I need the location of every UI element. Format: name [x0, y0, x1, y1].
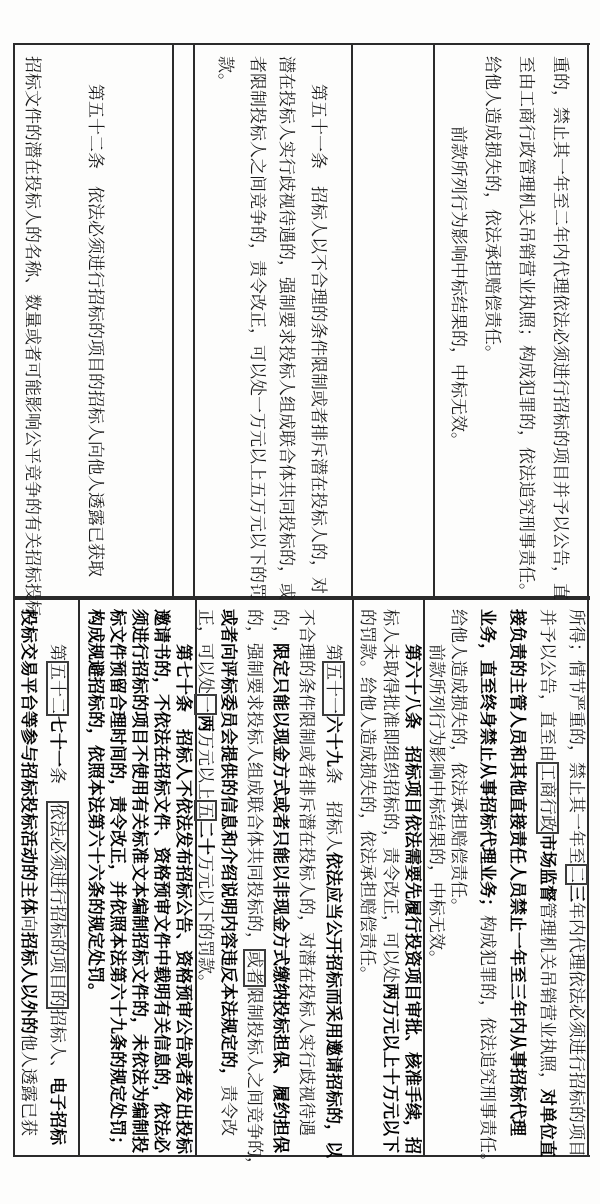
inserted-text: 三 [567, 885, 586, 902]
revised-draft-page-revised-article-69-line-6 [194, 609, 216, 991]
revised-draft-page-revised-article-70-line-2 [150, 609, 172, 1153]
text-segment: 条 招标人 [324, 767, 343, 852]
text-segment: 构成犯罪的，依法追究刑事责任。 [478, 915, 497, 1170]
revised-draft-page-revised-article-69-line-3 [269, 609, 291, 1153]
inserted-text: 两 [196, 715, 215, 732]
top-sep-3 [351, 43, 353, 596]
revised-draft-page-revised-article-68-line-1 [401, 644, 423, 1154]
revised-draft-page-revised-article-68-line-3 [356, 609, 378, 983]
text-segment: 的，强制要求投标人组成联合体共同投标的， [245, 609, 264, 949]
revised-draft-page-revised-article-66-tail-line-1 [565, 609, 587, 1157]
bottom-border [13, 1155, 590, 1157]
current-law-page-article-50-tail-line-1 [549, 56, 571, 600]
revised-draft-page-revised-article-70-line-3 [128, 609, 150, 1153]
text-segment: 万元以下的罚款。 [196, 855, 215, 991]
text-segment: 重的，禁止其一年至二年内代理依法必须进行招标的项目并予以公告，直 [551, 56, 570, 600]
deleted-text-box: 二 [567, 866, 586, 883]
current-law-page-article-52-start-line-2 [21, 56, 43, 617]
deleted-text-box: 五 [196, 802, 215, 819]
revised-draft-page-revised-article-69-line-4 [243, 609, 265, 1174]
revised-draft-page-revised-article-69-line-2 [295, 609, 317, 1136]
text-segment: 第 [324, 644, 343, 661]
text-segment: 正，可以处 [196, 609, 215, 694]
inserted-text: 二十 [196, 821, 215, 855]
inserted-text: 电子招标 [48, 1077, 67, 1145]
text-segment: 不合理的条件限制或者排斥潜在投标人的，对潜在投标人实行歧视待遇 [297, 609, 316, 1136]
text-segment: 前款所列行为影响中标结果的，中标无效。 [449, 126, 468, 449]
text-segment: 并予以公告，直至由 [538, 609, 557, 762]
deleted-text-box: 依法必须进行招标的项目的 [48, 803, 67, 1007]
inserted-text: 构成规避招标的，依照本法第六十六条的规定处罚。 [86, 609, 105, 1000]
deleted-text-box: 工商行政 [538, 764, 557, 832]
text-segment: 招标文件的潜在投标人的名称、数量或者可能影响公平竞争的有关招标投标 [23, 56, 42, 617]
inserted-text: 市场监督 [538, 834, 557, 902]
current-law-page-article-50-tail-line-3 [481, 56, 503, 362]
revised-draft-page-revised-article-66-tail-line-3 [506, 609, 528, 1136]
revised-draft-page-revised-article-70-line-4 [106, 609, 128, 1153]
text-segment: 给他人造成损失的，依法承担赔偿责任。 [449, 609, 468, 915]
current-law-page-article-51-line-2 [275, 56, 297, 600]
current-law-page-article-51-line-4 [214, 56, 236, 90]
revised-draft-page-revised-article-69-line-1 [322, 644, 344, 1158]
current-law-page-article-52-start-line-1 [84, 84, 106, 577]
text-segment: 他人透露已获 [19, 1034, 38, 1136]
revised-draft-page-revised-article-70-line-5 [84, 609, 106, 1000]
bot-sep-1 [78, 600, 80, 1156]
revised-draft-page-revised-article-68-line-2 [379, 609, 401, 1153]
text-segment: 所得；情节严重的，禁止其一年至 [567, 609, 586, 864]
text-segment: 的， [271, 609, 290, 643]
deleted-text-box: 五十二 [48, 663, 67, 714]
text-segment: 责令改 [219, 1085, 238, 1136]
text-segment: 标人未取得批准即组织招标的，责令改正，可以处 [381, 609, 400, 983]
text-segment: 管理机关吊销营业执照， [538, 902, 557, 1089]
text-segment: 至由工商行政管理机关吊销营业执照；构成犯罪的，依法追究刑事责任。 [517, 56, 536, 600]
inserted-text: 或者向评标委员会提供的信息和介绍说明内容违反本法规定的， [219, 609, 238, 1085]
revised-draft-page-revised-article-66-tail-line-6 [425, 644, 447, 967]
revised-draft-page-revised-article-70-line-1 [172, 644, 194, 1154]
inserted-text: 依法应当公开招标而采用邀请招标的，以 [324, 852, 343, 1158]
text-segment: 的罚款。给他人造成损失的，依法承担赔偿责任。 [358, 609, 377, 983]
text-segment: 第 [48, 644, 67, 661]
text-segment: 限制投标人之间竞争的， [245, 987, 264, 1174]
inserted-text: 限定只能以现金方式或者只能以非现金方式缴纳投标担保、履约担保 [271, 643, 290, 1153]
revised-draft-page-revised-article-66-tail-line-2 [536, 609, 558, 1157]
current-law-page-article-51-line-3 [246, 56, 268, 600]
inserted-text: 七十一 [48, 716, 67, 767]
top-sep-4 [433, 43, 435, 596]
text-segment: 前款所列行为影响中标结果的，中标无效。 [427, 644, 446, 967]
inserted-text: 须进行招标的项目不使用有关标准文本编制招标文件的，未依法为编制投 [130, 609, 149, 1153]
revised-draft-page-revised-article-71-start-line-2 [17, 609, 39, 1136]
inserted-text: 邀请书的，不依法在招标文件、资格预审文件中载明有关信息的，依法必 [152, 609, 171, 1153]
deleted-text-box: 一 [196, 696, 215, 713]
current-law-page-article-50-tail-line-4 [447, 126, 469, 449]
text-segment: 条 [48, 767, 67, 801]
inserted-text: 第七十条 招标人不依法发布招标公告、资格预审公告或者发出投标 [174, 644, 193, 1154]
text-segment: 年内代理依法必须进行招标的项目 [567, 902, 586, 1157]
text-segment: 者限制投标人之间竞争的，责令改正，可以处一万元以上五万元以下的罚 [248, 56, 267, 600]
top-border [13, 43, 590, 45]
deleted-text-box: 或者 [245, 951, 264, 985]
inserted-text: 两万元以上十万元以下 [381, 983, 400, 1153]
revised-draft-page-revised-article-71-start-line-1 [46, 644, 68, 1145]
top-sep-2 [193, 43, 195, 596]
inserted-text: 招标人以外的 [19, 932, 38, 1034]
text-segment: 给他人造成损失的，依法承担赔偿责任。 [483, 56, 502, 362]
current-law-page-article-51-line-1 [307, 84, 329, 594]
revised-draft-page-revised-article-66-tail-line-5 [447, 609, 469, 915]
text-segment: 潜在投标人实行歧视待遇的，强制要求投标人组成联合体共同投标的，或 [277, 56, 296, 600]
right-border [587, 43, 589, 1157]
inserted-text: 六十九 [324, 716, 343, 767]
inserted-text: 接负责的主管人员和其他直接责任人员禁止一年至三年内从事招标代理 [508, 609, 527, 1136]
deleted-text-box: 五十一 [324, 663, 343, 714]
inserted-text: 标文件预留合理时间的，责令改正，并依照本法第六十九条的规定处罚； [108, 609, 127, 1153]
text-segment: 招标人、 [48, 1009, 67, 1077]
current-law-page-article-50-tail-line-2 [515, 56, 537, 600]
bot-sep-3 [352, 600, 354, 1156]
text-segment: 万元以上 [196, 732, 215, 800]
inserted-text: 对单位直 [538, 1089, 557, 1157]
revised-draft-page-revised-article-69-line-5 [217, 609, 239, 1136]
top-sep-1 [172, 43, 174, 596]
text-segment: 第五十二条 依法必须进行招标的项目的招标人向他人透露已获取 [86, 84, 105, 577]
page-divider [13, 596, 590, 600]
inserted-text: 投标交易平台等参与招标投标活动的主体 [19, 609, 38, 915]
text-segment: 款。 [216, 56, 235, 90]
inserted-text: 第六十八条 招标项目依法需要先履行投资项目审批、核准手续，招 [403, 644, 422, 1154]
left-border [13, 43, 15, 1157]
inserted-text: 业务，直至终身禁止从事招标代理业务； [478, 609, 497, 915]
text-segment: 第五十一条 招标人以不合理的条件限制或者排斥潜在投标人的，对 [309, 84, 328, 594]
text-segment: 向 [19, 915, 38, 932]
revised-draft-page-revised-article-66-tail-line-4 [476, 609, 498, 1170]
